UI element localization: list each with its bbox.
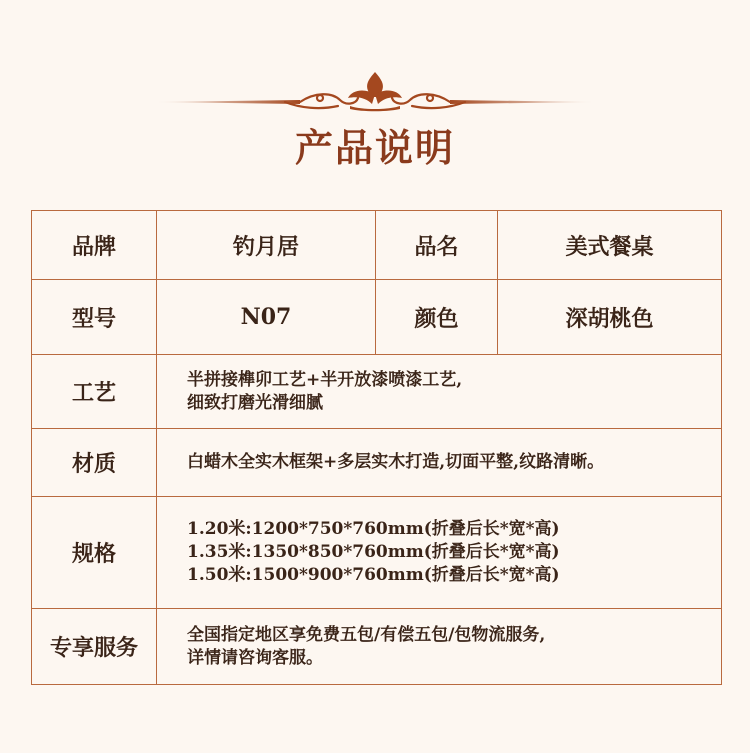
service-label: 专享服务 xyxy=(32,609,157,685)
color-value: 深胡桃色 xyxy=(498,280,722,355)
table-row xyxy=(32,429,722,497)
size-label: 规格 xyxy=(32,497,157,609)
craft-line: 细致打磨光滑细腻 xyxy=(187,392,323,413)
material-line: 白蜡木全实木框架+多层实木打造,切面平整,纹路清晰。 xyxy=(187,452,605,472)
brand-label: 品牌 xyxy=(32,211,157,280)
color-label: 颜色 xyxy=(376,280,498,355)
service-line: 详情请咨询客服。 xyxy=(187,647,323,668)
table-row xyxy=(32,280,722,355)
material-value xyxy=(157,429,722,497)
model-label: 型号 xyxy=(32,280,157,355)
title-ornament-icon xyxy=(150,70,600,114)
product-name-label: 品名 xyxy=(376,211,498,280)
size-line: 1.20米:1200*750*760mm(折叠后长*宽*高) xyxy=(187,519,560,539)
service-value xyxy=(157,609,722,685)
page-title: 产品说明 xyxy=(294,125,455,170)
product-spec-table xyxy=(31,210,722,685)
craft-value xyxy=(157,355,722,429)
table-row xyxy=(32,355,722,429)
table-row xyxy=(32,211,722,280)
size-value xyxy=(157,497,722,609)
craft-label: 工艺 xyxy=(32,355,157,429)
table-row xyxy=(32,497,722,609)
product-name-value: 美式餐桌 xyxy=(498,211,722,280)
table-row xyxy=(32,609,722,685)
craft-line: 半拼接榫卯工艺+半开放漆喷漆工艺, xyxy=(187,369,463,390)
brand-value: 钓月居 xyxy=(157,211,376,280)
material-label: 材质 xyxy=(32,429,157,497)
size-line: 1.50米:1500*900*760mm(折叠后长*宽*高) xyxy=(187,565,560,585)
size-line: 1.35米:1350*850*760mm(折叠后长*宽*高) xyxy=(187,542,560,562)
model-value: N07 xyxy=(157,280,376,355)
service-line: 全国指定地区享免费五包/有偿五包/包物流服务, xyxy=(187,624,546,645)
